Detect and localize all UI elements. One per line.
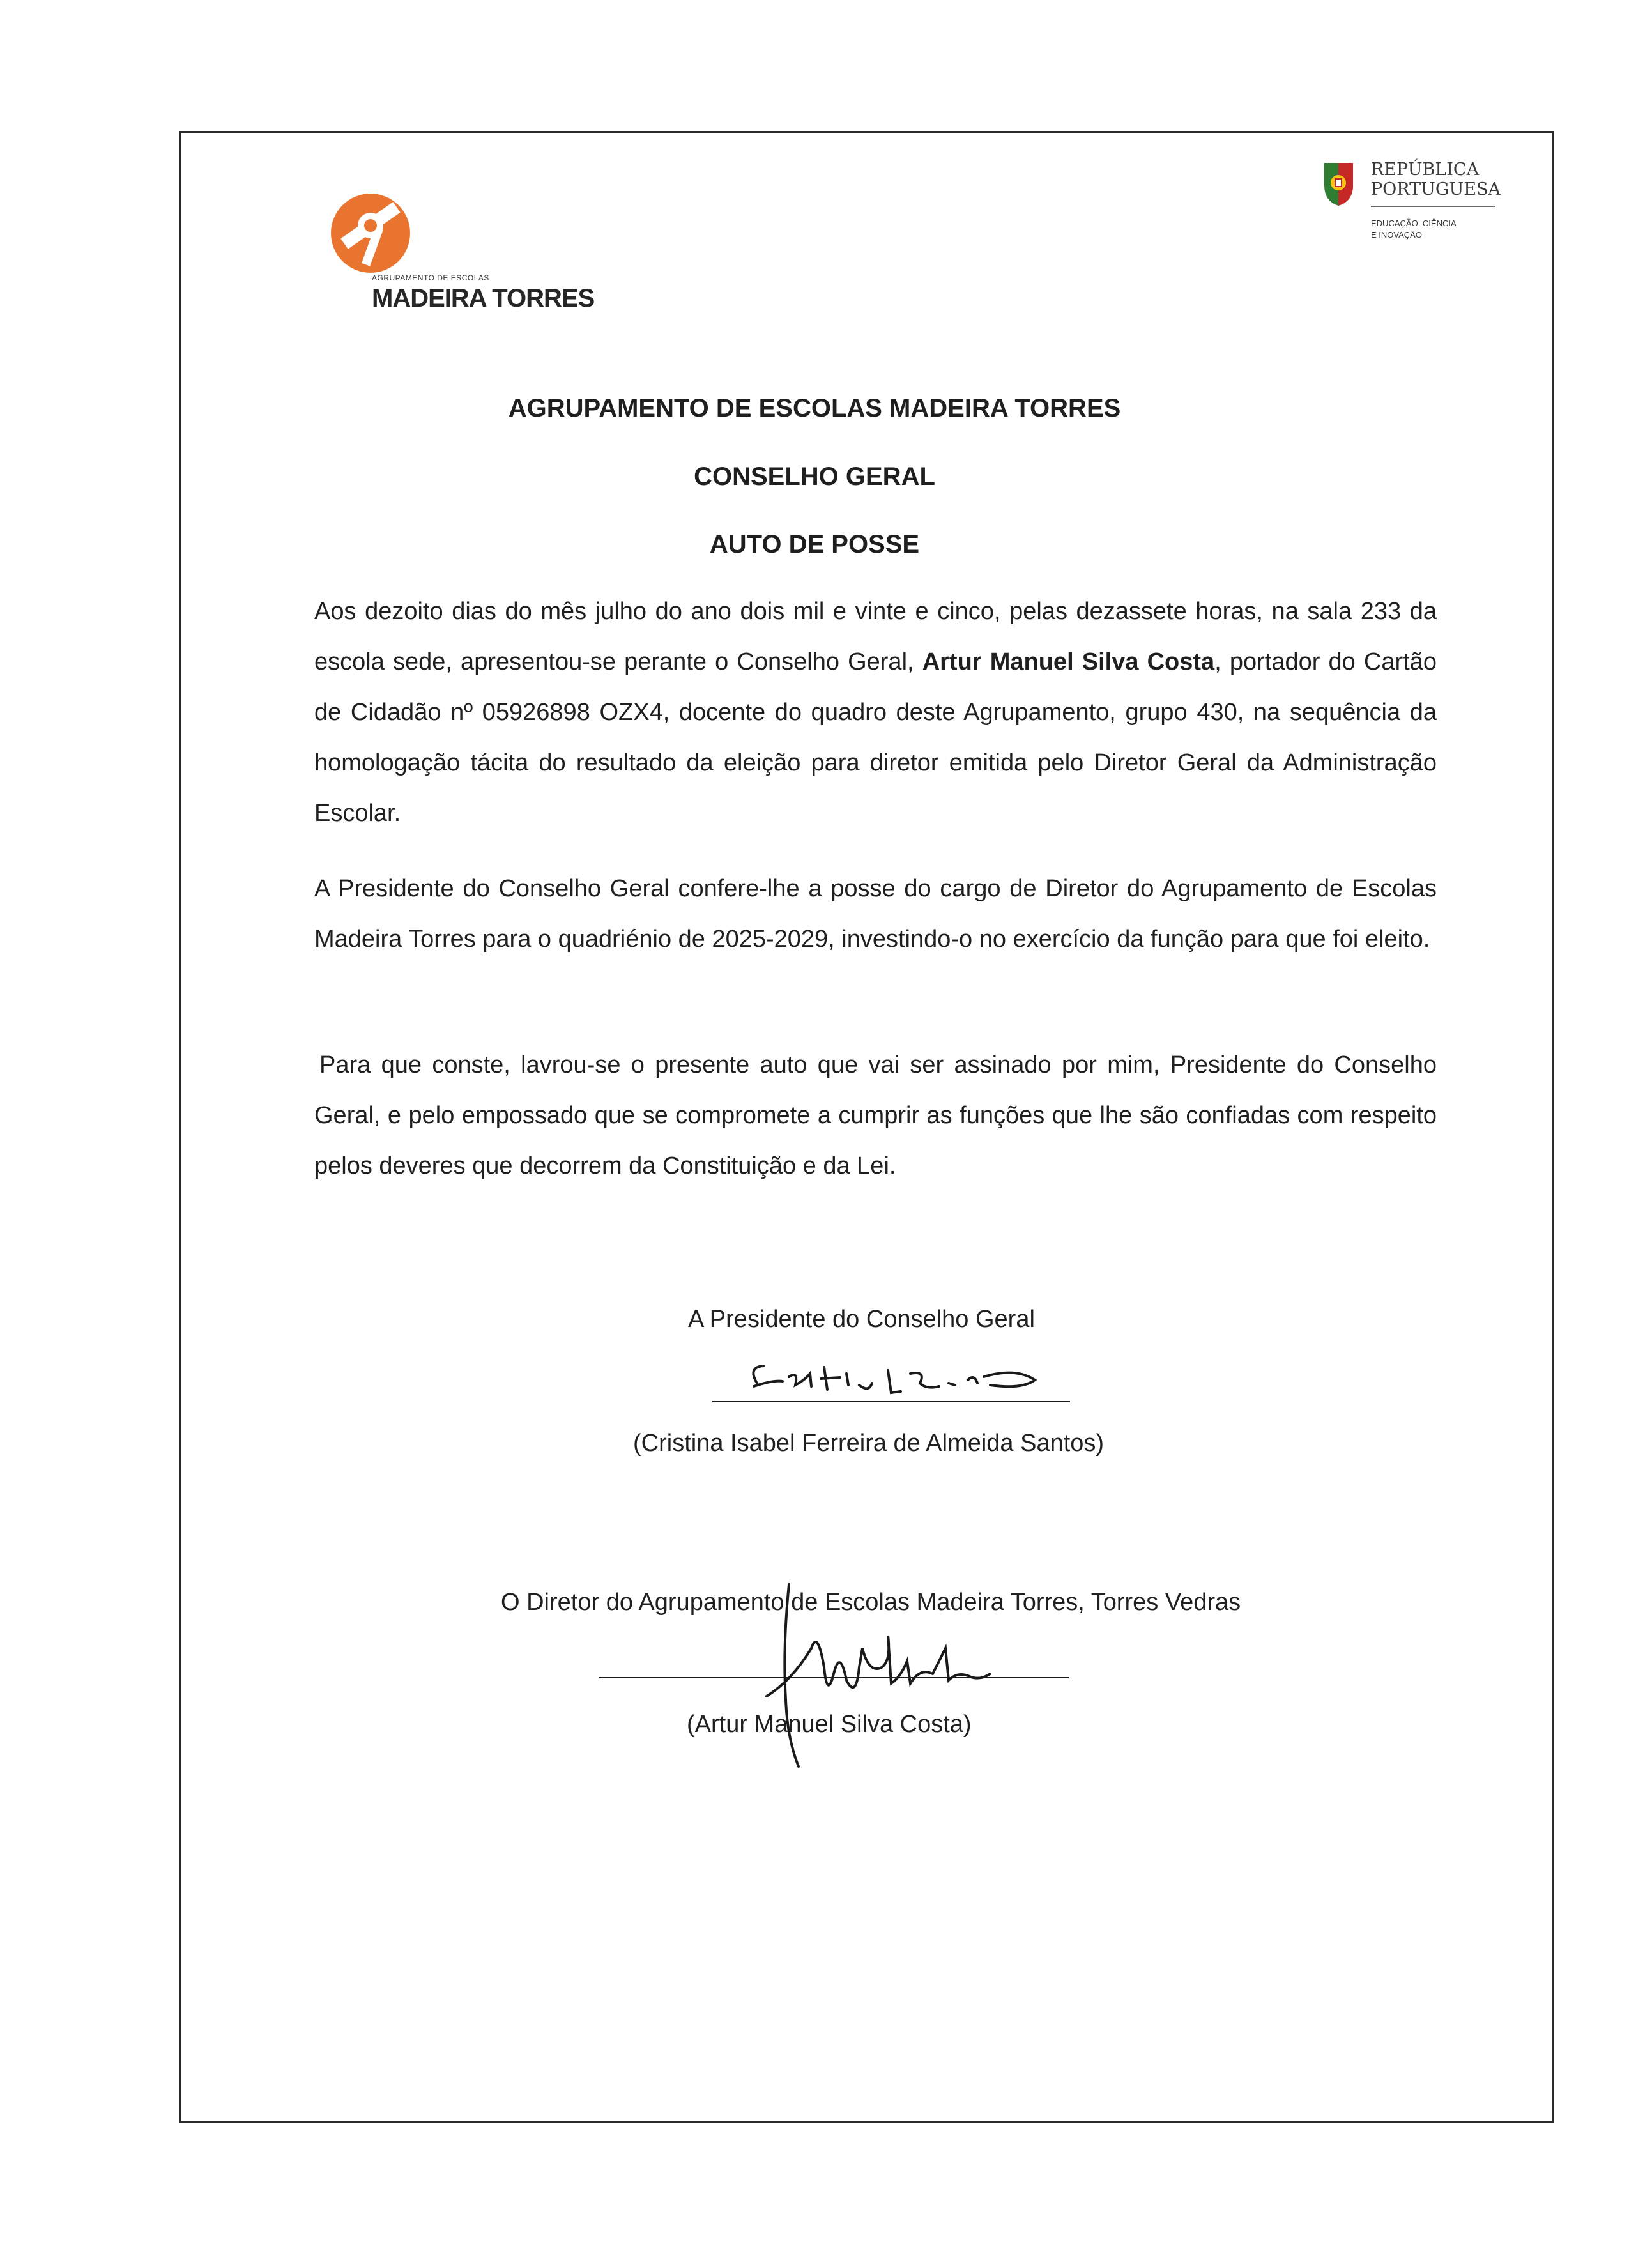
director-signature <box>728 1572 1009 1770</box>
paragraph-2: A Presidente do Conselho Geral confere-lhe a posse do cargo de Diretor do Agrupamento de Escolas Madeira Torres para o quadriénio de 2025-2029, investindo-o no exercício da função para que foi eleito. <box>314 875 1437 953</box>
council-title: CONSELHO GERAL <box>694 463 935 491</box>
government-logo <box>1321 160 1513 262</box>
paragraph-1-text-b: , portador do Cartão de Cidadão nº 05926898 OZX4, docente do quadro deste Agrupamento, grupo 430, na sequência da homologação tácita do resultado da eleição para diretor emitida pelo Diretor Geral da Administração Escolar. <box>314 648 1437 827</box>
director-role: O Diretor do Agrupamento de Escolas Madeira Torres, Torres Vedras <box>501 1589 1241 1616</box>
gov-divider <box>1371 206 1495 207</box>
president-signature-line <box>712 1401 1070 1402</box>
appointee-name: Artur Manuel Silva Costa <box>922 648 1215 675</box>
document-title: AUTO DE POSSE <box>709 530 920 558</box>
director-name: (Artur Manuel Silva Costa) <box>687 1711 972 1738</box>
institution-title: AGRUPAMENTO DE ESCOLAS MADEIRA TORRES <box>508 394 1121 422</box>
school-logo-icon <box>326 188 415 278</box>
school-logo <box>326 188 594 323</box>
gov-line-4: E INOVAÇÃO <box>1371 230 1422 240</box>
president-name: (Cristina Isabel Ferreira de Almeida Santos) <box>633 1430 1105 1457</box>
school-logo-small-text: AGRUPAMENTO DE ESCOLAS <box>372 273 489 282</box>
paragraph-1 <box>314 586 1437 839</box>
gov-line-2: PORTUGUESA <box>1371 180 1501 199</box>
portugal-emblem-icon <box>1321 160 1356 208</box>
gov-line-3: EDUCAÇÃO, CIÊNCIA <box>1371 218 1457 228</box>
gov-line-1: REPÚBLICA <box>1371 160 1480 180</box>
paragraph-3: Para que conste, lavrou-se o presente auto que vai ser assinado por mim, Presidente do Conselho Geral, e pelo empossado que se compromete a cumprir as funções que lhe são confiadas com respeito pelos deveres que decorrem da Constituição e da Lei. <box>314 1052 1437 1179</box>
paragraph-1-text-a: Aos dezoito dias do mês julho do ano dois mil e vinte e cinco, pelas dezassete horas, na sala 233 da escola sede, apresentou-se perante o Conselho Geral, <box>314 598 1437 675</box>
school-logo-name: MADEIRA TORRES <box>372 284 595 312</box>
president-role: A Presidente do Conselho Geral <box>688 1306 1035 1333</box>
